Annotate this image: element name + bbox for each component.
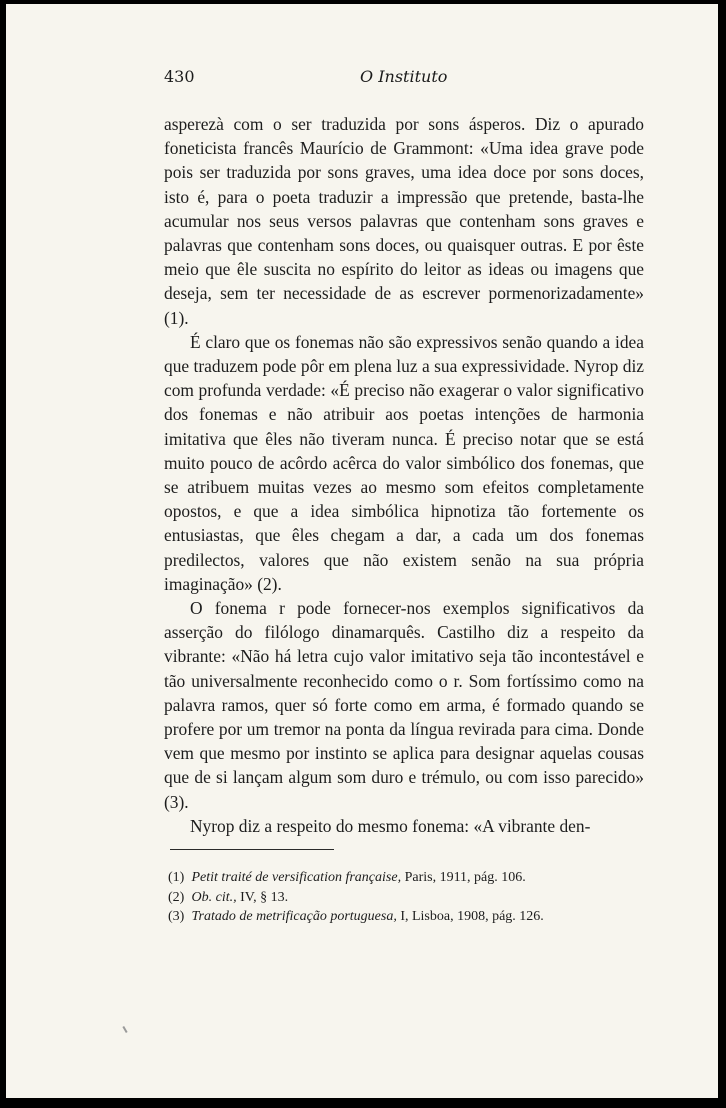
paragraph: Nyrop diz a respeito do mesmo fonema: «A vibrante den- [190, 815, 591, 836]
paragraph: É claro que os fonemas não são expressivos senão quando a idea que traduzem pode pôr em plena luz a sua expressividade. Nyrop diz com profunda verdade: «É preciso não exagerar o valor significativo dos fonemas e não atribuir aos poetas intenções de harmonia imitativa que êles não tiveram nunca. É preciso notar que se está muito pouco de acôrdo acêrca do valor simbólico dos fonemas, que se atribuem muitas vezes ao mesmo som efeitos completamente opostos, e que a idea simbólica hipnotiza tão fortemente os entusiastas, que êles chegam a dar, a cada um dos fonemas predilectos, valores que não existem senão na sua própria imaginação» (2). [164, 331, 644, 594]
book-page [6, 4, 718, 1098]
paragraph: O fonema r pode fornecer-nos exemplos significativos da asserção do filólogo dinamarquês. Castilho diz a respeito da vibrante: «Não há letra cujo valor imitativo seja tão incontestável e tão universalmente reconhecido como o r. Som fortíssimo como na palavra ramos, quer só forte como em arma, é formado quando se profere por um tremor na ponta da língua revirada para cima. Donde vem que mesmo por instinto se aplica para designar aquelas cousas que de si lançam algum som duro e trémulo, ou com isso parecido» (3). [164, 598, 644, 812]
footnote-detail: Paris, 1911, pág. 106. [401, 870, 526, 885]
body-text [164, 112, 644, 838]
footnote-title: Petit traité de versification française, [191, 870, 402, 885]
footnote-number: (2) [168, 889, 185, 905]
footnote [168, 868, 648, 888]
footnote [168, 888, 648, 908]
page-number: 430 [164, 67, 195, 86]
footnote-divider [170, 849, 334, 850]
footnote-number: (1) [168, 870, 185, 885]
footnotes [168, 868, 648, 927]
footnote-detail: IV, § 13. [236, 889, 289, 905]
footnote-number: (3) [168, 909, 185, 924]
footnote-title: Tratado de metrificação portuguesa, [191, 909, 397, 924]
footnote-detail: I, Lisboa, 1908, pág. 126. [396, 909, 544, 924]
footnote [168, 907, 648, 927]
paragraph: asperezà com o ser traduzida por sons ásperos. Diz o apurado foneticista francês Maurício de Grammont: «Uma idea grave pode pois ser traduzida por sons graves, uma idea doce por sons doces, isto é, para o poeta traduzir a impressão que pretende, basta-lhe acumular nos seus versos palavras que contenham sons graves e palavras que contenham sons doces, ou quaisquer outras. E por êste meio que êle suscita no espírito do leitor as ideas ou imagens que deseja, sem ter necessidade de as escrever pormenorizadamente» (1). [164, 114, 644, 328]
footnote-title: Ob. cit., [191, 889, 237, 905]
running-title: O Instituto [360, 67, 448, 86]
page-header [164, 67, 644, 93]
paper-speck [122, 1026, 127, 1033]
